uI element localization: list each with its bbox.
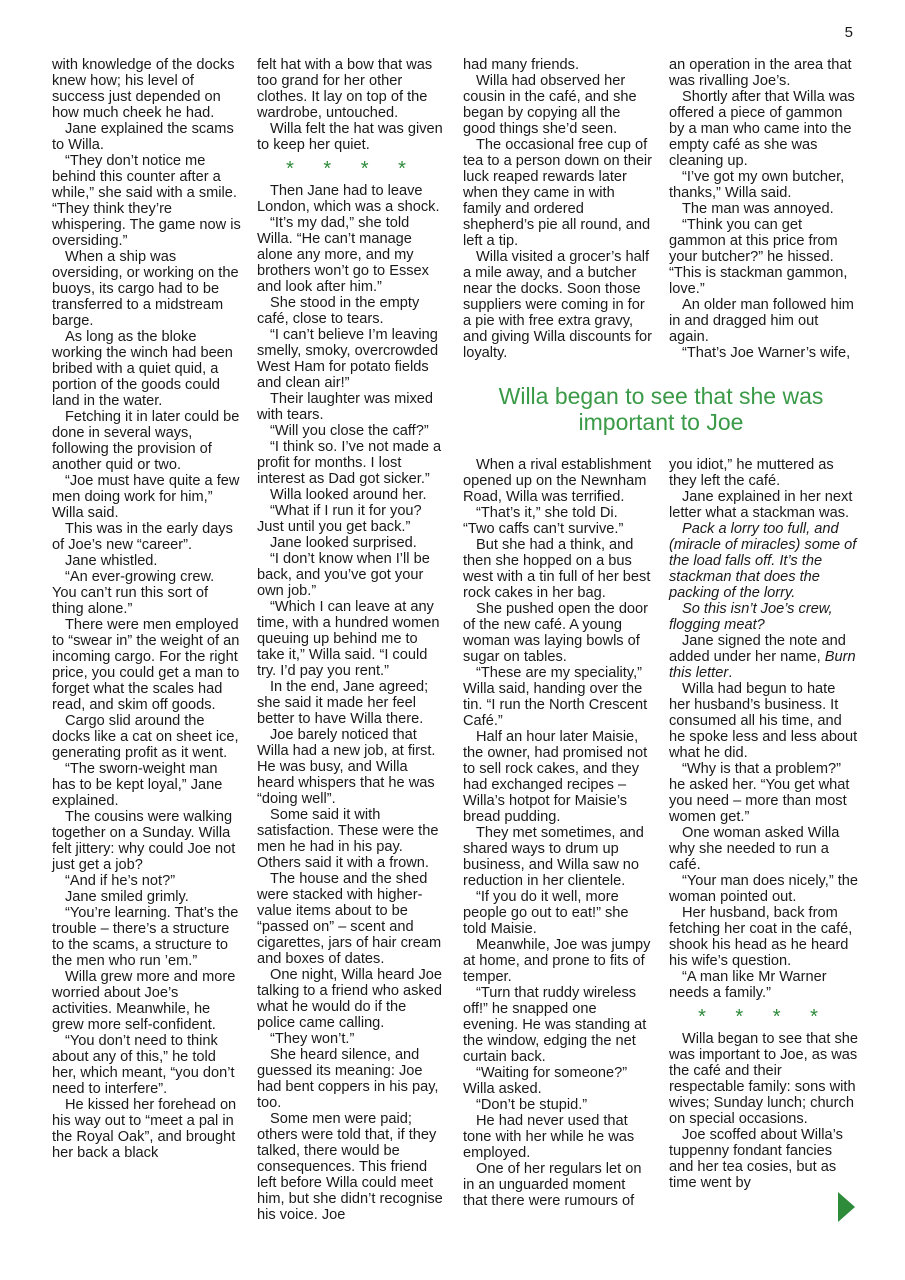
paragraph-text: The man was annoyed.	[682, 201, 834, 217]
paragraph-text: Jane signed the note and added under her name,	[669, 633, 846, 665]
paragraph	[52, 569, 242, 617]
paragraph	[463, 985, 653, 1065]
paragraph	[52, 761, 242, 809]
paragraph	[52, 121, 242, 153]
paragraph	[669, 217, 859, 297]
paragraph	[52, 889, 242, 905]
paragraph	[257, 551, 447, 599]
paragraph	[257, 423, 447, 439]
paragraph	[257, 391, 447, 423]
paragraph-text: “I’ve got my own butcher, thanks,” Willa said.	[669, 169, 845, 201]
paragraph-text: He had never used that tone with her while he was employed.	[463, 1113, 635, 1161]
paragraph	[463, 505, 653, 537]
paragraph-text: Willa grew more and more worried about Joe’s activities. Meanwhile, he grew more self-confident.	[52, 969, 236, 1033]
paragraph	[52, 553, 242, 569]
paragraph	[463, 249, 653, 361]
paragraph-text: The house and the shed were stacked with higher-value items about to be “passed on” – scent and cigarettes, jars of hair cream and boxes of dates.	[257, 871, 442, 967]
paragraph-text: There were men employed to “swear in” the weight of an incoming cargo. For the right price, you could get a man to forget what the scales had read, and skim off goods.	[52, 617, 240, 713]
paragraph	[257, 183, 447, 215]
paragraph	[463, 1097, 653, 1113]
paragraph-text: “Turn that ruddy wireless off!” he snapped one evening. He was standing at the window, edging the net curtain back.	[463, 985, 647, 1065]
section-break-stars: * * * *	[286, 158, 418, 180]
paragraph-text: “A man like Mr Warner needs a family.”	[669, 969, 827, 1001]
paragraph	[257, 871, 447, 967]
paragraph	[257, 535, 447, 551]
paragraph-text: Some men were paid; others were told that, if they talked, there would be consequences. This friend left before Willa could meet him, but she didn’t recognise his voice. Joe	[257, 1111, 443, 1223]
paragraph-text: Willa had observed her cousin in the café, and she began by copying all the good things she’d seen.	[463, 73, 637, 137]
emphasis-text: Burn this letter	[669, 649, 856, 681]
paragraph-text: Her husband, back from fetching her coat in the café, shook his head as he heard his wife’s question.	[669, 905, 853, 969]
paragraph-text: “I don’t know when I’ll be back, and you’ve got your own job.”	[257, 551, 430, 599]
paragraph-text: Willa began to see that she was important to Joe, as was the café and their respectable family: sons with wives; Sunday lunch; church on special occasions.	[669, 1031, 859, 1127]
paragraph-text: “The sworn-weight man has to be kept loyal,” Jane explained.	[52, 761, 223, 809]
paragraph-text: One woman asked Willa why she needed to run a café.	[669, 825, 840, 873]
paragraph	[669, 345, 859, 361]
paragraph-text: “Joe must have quite a few men doing work for him,” Willa said.	[52, 473, 240, 521]
paragraph-text: Then Jane had to leave London, which was a shock.	[257, 183, 440, 215]
paragraph	[257, 727, 447, 807]
paragraph-text: Jane smiled grimly.	[65, 889, 189, 905]
paragraph-text: with knowledge of the docks knew how; his level of success just depended on how much cheek he had.	[52, 57, 235, 121]
paragraph-text: “I think so. I’ve not made a profit for months. I lost interest as Dad got sicker.”	[257, 439, 442, 487]
paragraph	[463, 537, 653, 601]
paragraph-text: an operation in the area that was rivalling Joe’s.	[669, 57, 852, 89]
paragraph-text: “These are my speciality,” Willa said, handing over the tin. “I run the North Crescent Café.”	[463, 665, 648, 729]
paragraph-text: Willa looked around her.	[270, 487, 427, 503]
paragraph-text: “You don’t need to think about any of this,” he told her, which meant, “you don’t need to interfere”.	[52, 1033, 235, 1097]
paragraph	[669, 969, 859, 1001]
paragraph	[669, 89, 859, 169]
paragraph-text: Pack a lorry too full, and (miracle of miracles) some of the load falls off. It’s the stackman that does the packing of the lorry.	[669, 521, 857, 601]
paragraph	[463, 889, 653, 937]
paragraph	[463, 1113, 653, 1161]
paragraph	[52, 473, 242, 521]
column-4-bottom	[669, 457, 859, 1191]
paragraph	[669, 1127, 859, 1191]
column-4-top	[669, 57, 859, 361]
section-break-stars-2: * * * *	[698, 1006, 830, 1028]
paragraph	[463, 1161, 653, 1209]
paragraph-text: “That’s it,” she told Di. “Two caffs can’t survive.”	[463, 505, 624, 537]
paragraph	[463, 601, 653, 665]
paragraph	[257, 215, 447, 295]
paragraph	[52, 329, 242, 409]
column-2	[257, 57, 447, 1223]
paragraph	[52, 57, 242, 121]
paragraph	[463, 73, 653, 137]
column-2-top	[257, 57, 447, 153]
paragraph-text: “You’re learning. That’s the trouble – there’s a structure to the scams, a structure to the men who run ’em.”	[52, 905, 239, 969]
paragraph	[669, 457, 859, 489]
paragraph	[52, 1033, 242, 1097]
paragraph	[52, 1097, 242, 1161]
paragraph-text: When a rival establishment opened up on the Newnham Road, Willa was terrified.	[463, 457, 652, 505]
paragraph	[257, 599, 447, 679]
paragraph	[463, 57, 653, 73]
paragraph	[52, 617, 242, 713]
paragraph	[463, 137, 653, 249]
paragraph-text: Jane looked surprised.	[270, 535, 417, 551]
paragraph	[669, 761, 859, 825]
paragraph	[52, 873, 242, 889]
paragraph-text: Jane whistled.	[65, 553, 158, 569]
paragraph-text: The cousins were walking together on a Sunday. Willa felt jittery: why could Joe not just get a job?	[52, 809, 236, 873]
paragraph-text: “Don’t be stupid.”	[476, 1097, 588, 1113]
paragraph	[52, 713, 242, 761]
paragraph-text: “An ever-growing crew. You can’t run this sort of thing alone.”	[52, 569, 215, 617]
paragraph-text: Meanwhile, Joe was jumpy at home, and prone to fits of temper.	[463, 937, 651, 985]
paragraph	[52, 249, 242, 329]
paragraph-text: So this isn’t Joe’s crew, flogging meat?	[669, 601, 833, 633]
paragraph-text: One of her regulars let on in an unguarded moment that there were rumours of	[463, 1161, 642, 1209]
paragraph-text: When a ship was oversiding, or working on the buoys, its cargo had to be transferred to a midstream barge.	[52, 249, 239, 329]
paragraph-text: “Waiting for someone?” Willa asked.	[463, 1065, 628, 1097]
paragraph-text: They met sometimes, and shared ways to drum up business, and Willa saw no reduction in her clientele.	[463, 825, 644, 889]
paragraph-text: Willa felt the hat was given to keep her quiet.	[257, 121, 443, 153]
paragraph	[257, 1111, 447, 1223]
paragraph-text: She stood in the empty café, close to tears.	[257, 295, 420, 327]
paragraph	[257, 807, 447, 871]
paragraph-text: “Will you close the caff?”	[270, 423, 429, 439]
paragraph-text: “That’s Joe Warner’s wife,	[682, 345, 851, 361]
paragraph	[257, 1047, 447, 1111]
paragraph	[669, 1031, 859, 1127]
column-3-top	[463, 57, 653, 361]
paragraph	[669, 489, 859, 521]
paragraph-text: An older man followed him in and dragged him out again.	[669, 297, 854, 345]
paragraph	[669, 633, 859, 681]
paragraph	[669, 521, 859, 601]
column-2-bottom	[257, 183, 447, 1223]
paragraph-text: Joe scoffed about Willa’s tuppenny fondant fancies and her tea cosies, but as time went by	[669, 1127, 843, 1191]
paragraph	[52, 409, 242, 473]
column-3-bottom	[463, 457, 653, 1209]
paragraph-text: In the end, Jane agreed; she said it made her feel better to have Willa there.	[257, 679, 429, 727]
paragraph-text: Cargo slid around the docks like a cat on sheet ice, generating profit as it went.	[52, 713, 239, 761]
paragraph-text: Jane explained the scams to Willa.	[52, 121, 234, 153]
paragraph-text: She heard silence, and guessed its meaning: Joe had bent coppers in his pay, too.	[257, 1047, 439, 1111]
pull-quote: Willa began to see that she was important to Joe	[498, 383, 824, 435]
paragraph-text: Some said it with satisfaction. These were the men he had in his pay. Others said it with a frown.	[257, 807, 439, 871]
paragraph	[52, 809, 242, 873]
paragraph-text: Jane explained in her next letter what a stackman was.	[669, 489, 853, 521]
punctuation: .	[728, 665, 733, 681]
paragraph-text: Their laughter was mixed with tears.	[257, 391, 434, 423]
paragraph	[669, 681, 859, 761]
paragraph-text: “I can’t believe I’m leaving smelly, smoky, overcrowded West Ham for potato fields and clean air!”	[257, 327, 439, 391]
paragraph	[257, 679, 447, 727]
paragraph-text: She pushed open the door of the new café. A young woman was laying bowls of sugar on tables.	[463, 601, 649, 665]
paragraph-text: “If you do it well, more people go out to eat!” she told Maisie.	[463, 889, 629, 937]
paragraph-text: “It’s my dad,” she told Willa. “He can’t manage alone any more, and my brothers won’t go to Essex and look after him.”	[257, 215, 429, 295]
paragraph	[669, 169, 859, 201]
paragraph-text: Half an hour later Maisie, the owner, had promised not to sell rock cakes, and they had exchanged recipes – Willa’s hotpot for Maisie’s bread pudding.	[463, 729, 648, 825]
paragraph-text: But she had a think, and then she hopped on a bus west with a tin full of her best rock cakes in her bag.	[463, 537, 651, 601]
paragraph	[257, 487, 447, 503]
paragraph	[52, 969, 242, 1033]
paragraph-text: “And if he’s not?”	[65, 873, 176, 889]
page-number: 5	[844, 24, 853, 41]
paragraph	[257, 967, 447, 1031]
paragraph	[52, 153, 242, 249]
paragraph-text: “They won’t.”	[270, 1031, 355, 1047]
paragraph-text: “What if I run it for you? Just until you get back.”	[257, 503, 422, 535]
paragraph-text: “Think you can get gammon at this price from your butcher?” he hissed. “This is stackman gammon, love.”	[669, 217, 848, 297]
paragraph	[669, 601, 859, 633]
paragraph	[669, 905, 859, 969]
column-1	[52, 57, 242, 1161]
paragraph-text: Joe barely noticed that Willa had a new job, at first. He was busy, and Willa heard whispers that he was “doing well”.	[257, 727, 436, 807]
paragraph-text: felt hat with a bow that was too grand for her other clothes. It lay on top of the wardrobe, untouched.	[257, 57, 433, 121]
paragraph-text: He kissed her forehead on his way out to “meet a pal in the Royal Oak”, and brought her back a black	[52, 1097, 237, 1161]
paragraph-text: Willa had begun to hate her husband’s business. It consumed all his time, and he spoke less and less about what he did.	[669, 681, 858, 761]
continue-arrow-icon	[838, 1192, 855, 1222]
paragraph-text: One night, Willa heard Joe talking to a friend who asked what he would do if the police came calling.	[257, 967, 442, 1031]
paragraph-text: “Your man does nicely,” the woman pointed out.	[669, 873, 859, 905]
paragraph	[463, 665, 653, 729]
paragraph	[257, 121, 447, 153]
paragraph-text: “They don’t notice me behind this counter after a while,” she said with a smile. “They think they’re whispering. The game now is oversiding.”	[52, 153, 241, 249]
column-4-end	[669, 1031, 859, 1191]
paragraph-text: had many friends.	[463, 57, 580, 73]
paragraph	[669, 57, 859, 89]
paragraph	[669, 873, 859, 905]
paragraph	[257, 295, 447, 327]
paragraph-text: you idiot,” he muttered as they left the café.	[669, 457, 834, 489]
paragraph	[463, 1065, 653, 1097]
paragraph	[52, 905, 242, 969]
paragraph-text: Willa visited a grocer’s half a mile away, and a butcher near the docks. Soon those suppliers were coming in for a pie with free extra gravy, and giving Willa discounts for loyalty.	[463, 249, 652, 361]
column-4-middle	[669, 457, 859, 1001]
paragraph	[463, 729, 653, 825]
paragraph	[257, 57, 447, 121]
paragraph-text: As long as the bloke working the winch had been bribed with a quiet quid, a portion of the goods could land in the water.	[52, 329, 233, 409]
paragraph	[257, 503, 447, 535]
paragraph	[669, 297, 859, 345]
paragraph	[257, 439, 447, 487]
paragraph-text: Shortly after that Willa was offered a piece of gammon by a man who came into the empty café as she was cleaning up.	[669, 89, 855, 169]
paragraph-text: This was in the early days of Joe’s new “career”.	[52, 521, 233, 553]
paragraph-text: Fetching it in later could be done in several ways, following the provision of another quid or two.	[52, 409, 240, 473]
paragraph-text: “Why is that a problem?” he asked her. “You get what you need – more than most women get.”	[669, 761, 850, 825]
paragraph	[257, 327, 447, 391]
paragraph	[463, 457, 653, 505]
paragraph	[52, 521, 242, 553]
paragraph	[463, 825, 653, 889]
paragraph-text: “Which I can leave at any time, with a hundred women queuing up behind me to take it,” Willa said. “I could try. I’d pay you rent.”	[257, 599, 440, 679]
paragraph	[669, 201, 859, 217]
paragraph	[669, 825, 859, 873]
paragraph-text: The occasional free cup of tea to a person down on their luck reaped rewards later when they came in with family and ordered shepherd’s pie all round, and left a tip.	[463, 137, 653, 249]
paragraph	[463, 937, 653, 985]
paragraph	[257, 1031, 447, 1047]
